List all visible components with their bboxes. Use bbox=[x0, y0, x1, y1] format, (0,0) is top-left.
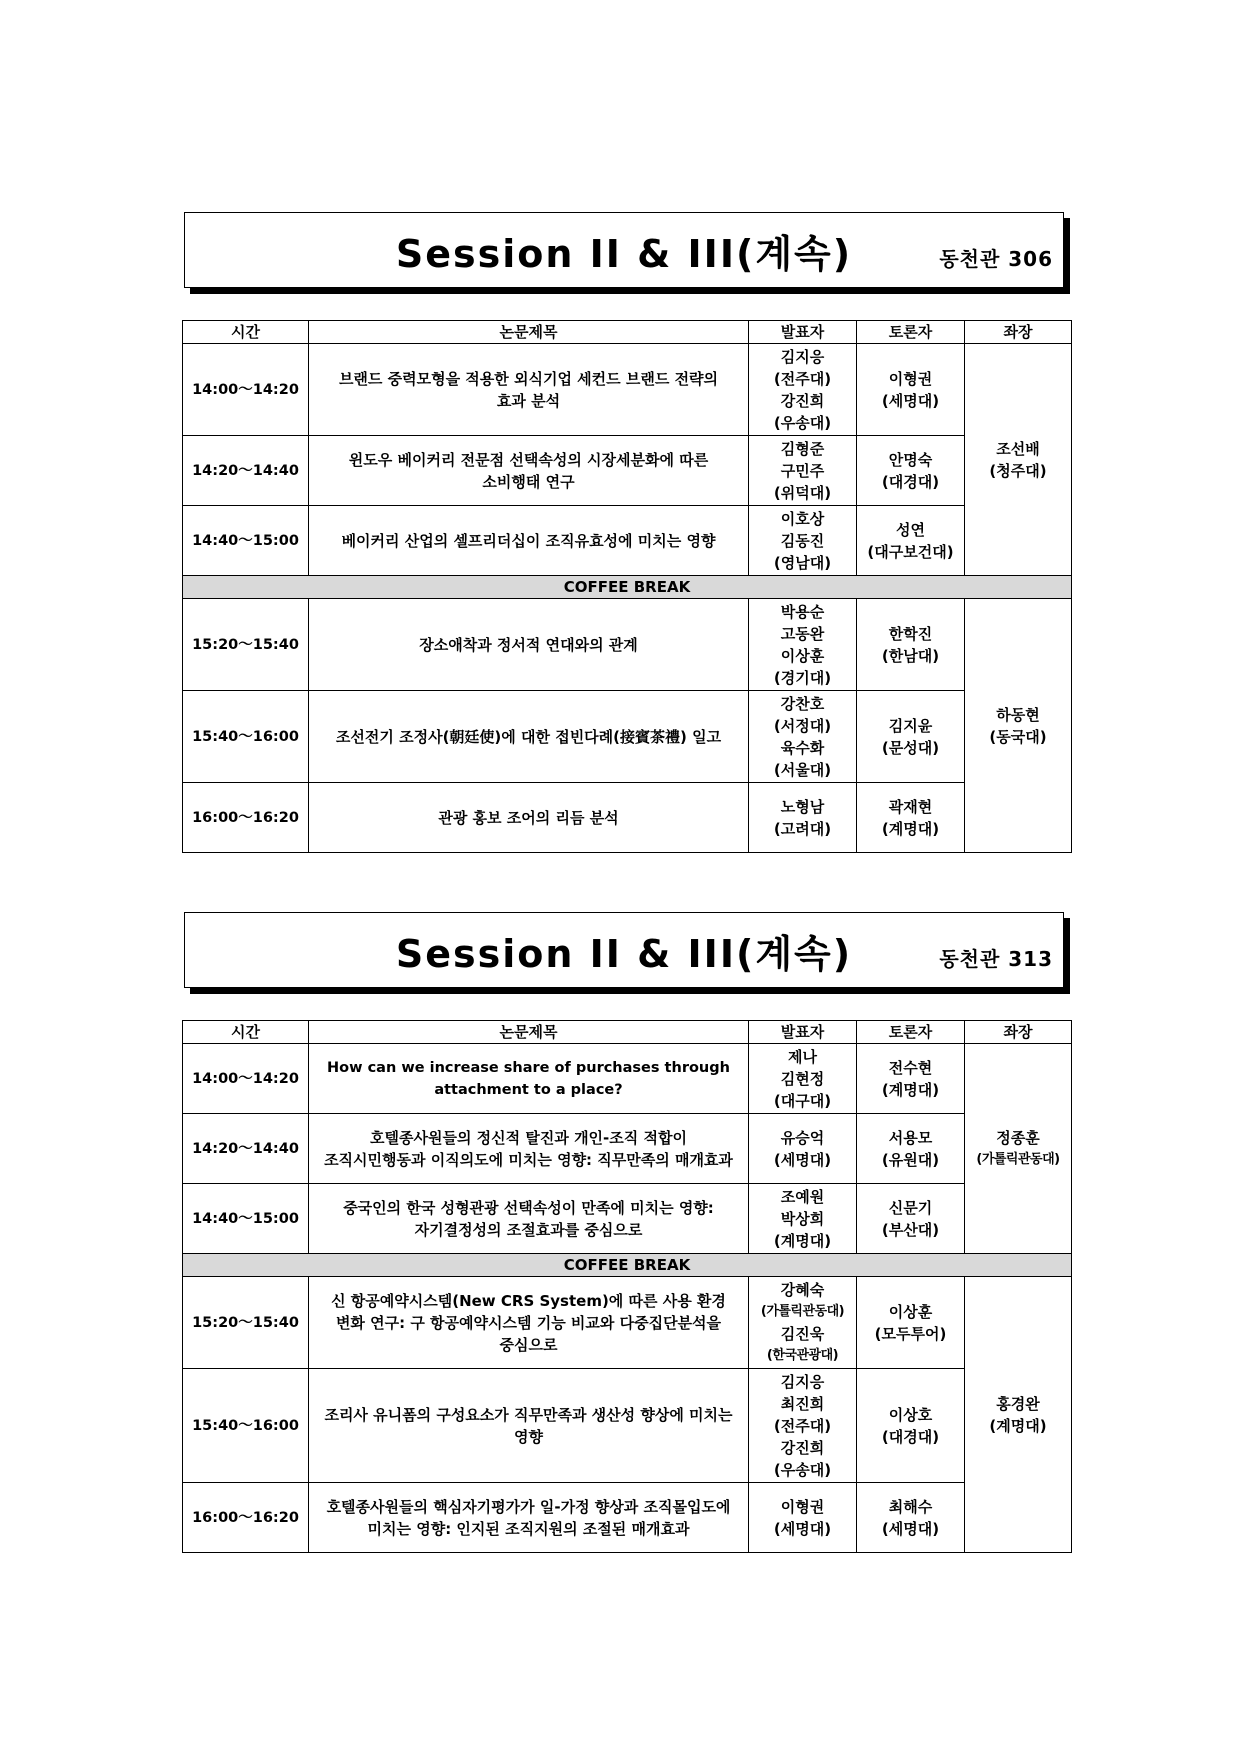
discussant-affiliation: (대경대) bbox=[881, 1427, 940, 1446]
column-header: 좌장 bbox=[965, 321, 1072, 344]
chair-affiliation: (가톨릭관동대) bbox=[976, 1151, 1060, 1167]
presenter-name: 강혜숙 bbox=[780, 1280, 825, 1299]
presenter-affiliation: (고려대) bbox=[773, 819, 832, 838]
time-cell: 15:20～15:40 bbox=[183, 1277, 309, 1369]
chair-cell bbox=[965, 599, 1072, 853]
presenter-affiliation: (가톨릭관동대) bbox=[760, 1303, 845, 1319]
table-row bbox=[183, 1184, 1072, 1254]
presenter-name: 김진욱 bbox=[780, 1324, 825, 1343]
presenter-name: 김지응 bbox=[780, 347, 825, 366]
presenter-cell bbox=[749, 1277, 857, 1369]
discussant-cell bbox=[857, 783, 965, 853]
column-header: 발표자 bbox=[749, 321, 857, 344]
presenter-name: 강진희 bbox=[780, 1438, 825, 1457]
presenter-cell bbox=[749, 506, 857, 576]
discussant-cell bbox=[857, 1114, 965, 1184]
presenter-affiliation: (영남대) bbox=[773, 553, 832, 572]
coffee-break-label: COFFEE BREAK bbox=[183, 1254, 1072, 1277]
time-cell: 15:20～15:40 bbox=[183, 599, 309, 691]
paper-title: 호텔종사원들의 핵심자기평가가 일-가정 향상과 조직몰입도에 미치는 영향: 인지된 조직지원의 조절된 매개효과 bbox=[309, 1483, 749, 1553]
discussant-name: 곽재현 bbox=[888, 797, 933, 816]
discussant-cell bbox=[857, 506, 965, 576]
presenter-name: 육수화 bbox=[780, 738, 825, 757]
discussant-cell bbox=[857, 1277, 965, 1369]
discussant-affiliation: (세명대) bbox=[881, 391, 940, 410]
discussant-cell bbox=[857, 1044, 965, 1114]
presenter-name: 구민주 bbox=[780, 461, 825, 480]
discussant-affiliation: (계명대) bbox=[881, 1080, 940, 1099]
discussant-name: 이형권 bbox=[888, 369, 933, 388]
discussant-name: 서용모 bbox=[888, 1128, 933, 1147]
column-header: 시간 bbox=[183, 321, 309, 344]
presenter-affiliation: (위덕대) bbox=[773, 483, 832, 502]
chair-name: 정종훈 bbox=[996, 1128, 1040, 1147]
paper-title: 호텔종사원들의 정신적 탈진과 개인-조직 적합이 조직시민행동과 이직의도에 미치는 영향: 직무만족의 매개효과 bbox=[309, 1114, 749, 1184]
paper-title: 조리사 유니폼의 구성요소가 직무만족과 생산성 향상에 미치는 영향 bbox=[309, 1369, 749, 1483]
presenter-cell bbox=[749, 691, 857, 783]
presenter-cell bbox=[749, 344, 857, 436]
paper-title: 윈도우 베이커리 전문점 선택속성의 시장세분화에 따른 소비행태 연구 bbox=[309, 436, 749, 506]
paper-title: 중국인의 한국 성형관광 선택속성이 만족에 미치는 영향: 자기결정성의 조절효과를 중심으로 bbox=[309, 1184, 749, 1254]
presenter-name: 강찬호 bbox=[780, 694, 825, 713]
presenter-affiliation: (대구대) bbox=[773, 1091, 832, 1110]
presenter-affiliation: (서울대) bbox=[773, 760, 832, 779]
presenter-name: 이형권 bbox=[780, 1497, 825, 1516]
paper-title: 신 항공예약시스템(New CRS System)에 따른 사용 환경 변화 연구: 구 항공예약시스템 기능 비교와 다중집단분석을 중심으로 bbox=[309, 1277, 749, 1369]
table-row bbox=[183, 1044, 1072, 1114]
presenter-name: 최진희 bbox=[780, 1394, 825, 1413]
chair-name: 하동현 bbox=[996, 705, 1040, 724]
presenter-cell bbox=[749, 1369, 857, 1483]
schedule-table bbox=[182, 320, 1072, 853]
presenter-cell bbox=[749, 1114, 857, 1184]
time-cell: 14:00～14:20 bbox=[183, 1044, 309, 1114]
presenter-affiliation: (계명대) bbox=[773, 1231, 832, 1250]
column-header: 시간 bbox=[183, 1021, 309, 1044]
table-row bbox=[183, 1277, 1072, 1369]
discussant-affiliation: (세명대) bbox=[881, 1519, 940, 1538]
discussant-name: 신문기 bbox=[888, 1198, 933, 1217]
column-header: 토론자 bbox=[857, 1021, 965, 1044]
presenter-affiliation: (전주대) bbox=[773, 369, 832, 388]
paper-title: 브랜드 중력모형을 적용한 외식기업 세컨드 브랜드 전략의 효과 분석 bbox=[309, 344, 749, 436]
presenter-affiliation: (세명대) bbox=[773, 1519, 832, 1538]
presenter-cell bbox=[749, 1483, 857, 1553]
table-row bbox=[183, 1114, 1072, 1184]
chair-cell bbox=[965, 1277, 1072, 1553]
presenter-affiliation: (경기대) bbox=[773, 668, 832, 687]
time-cell: 15:40～16:00 bbox=[183, 691, 309, 783]
discussant-affiliation: (계명대) bbox=[881, 819, 940, 838]
discussant-cell bbox=[857, 1483, 965, 1553]
presenter-cell bbox=[749, 783, 857, 853]
table-header-row bbox=[183, 321, 1072, 344]
discussant-affiliation: (부산대) bbox=[881, 1220, 940, 1239]
presenter-name: 이호상 bbox=[780, 509, 825, 528]
discussant-affiliation: (모두투어) bbox=[874, 1324, 947, 1343]
column-header: 토론자 bbox=[857, 321, 965, 344]
discussant-affiliation: (한남대) bbox=[881, 646, 940, 665]
presenter-affiliation: (우송대) bbox=[773, 413, 832, 432]
paper-title: 베이커리 산업의 셀프리더십이 조직유효성에 미치는 영향 bbox=[309, 506, 749, 576]
presenter-name: 김동진 bbox=[780, 531, 825, 550]
discussant-cell bbox=[857, 436, 965, 506]
table-row bbox=[183, 506, 1072, 576]
discussant-cell bbox=[857, 344, 965, 436]
discussant-name: 이상호 bbox=[888, 1405, 933, 1424]
discussant-affiliation: (대경대) bbox=[881, 472, 940, 491]
column-header: 발표자 bbox=[749, 1021, 857, 1044]
discussant-affiliation: (유원대) bbox=[881, 1150, 940, 1169]
coffee-break-row bbox=[183, 1254, 1072, 1277]
chair-affiliation: (동국대) bbox=[989, 727, 1047, 746]
table-row bbox=[183, 783, 1072, 853]
presenter-name: 제나 bbox=[788, 1047, 817, 1066]
coffee-break-label: COFFEE BREAK bbox=[183, 576, 1072, 599]
coffee-break-row bbox=[183, 576, 1072, 599]
chair-cell bbox=[965, 344, 1072, 576]
discussant-affiliation: (문성대) bbox=[881, 738, 940, 757]
table-header-row bbox=[183, 1021, 1072, 1044]
paper-title: 조선전기 조정사(朝廷使)에 대한 접빈다례(接賓茶禮) 일고 bbox=[309, 691, 749, 783]
table-row bbox=[183, 1369, 1072, 1483]
column-header: 논문제목 bbox=[309, 321, 749, 344]
discussant-cell bbox=[857, 1369, 965, 1483]
time-cell: 16:00～16:20 bbox=[183, 1483, 309, 1553]
chair-name: 조선배 bbox=[996, 439, 1040, 458]
presenter-name: 강진희 bbox=[780, 391, 825, 410]
session-306 bbox=[182, 212, 1071, 838]
column-header: 좌장 bbox=[965, 1021, 1072, 1044]
discussant-name: 성연 bbox=[896, 520, 925, 539]
session-header bbox=[184, 212, 1064, 288]
table-row bbox=[183, 436, 1072, 506]
presenter-name: 김지응 bbox=[780, 1372, 825, 1391]
presenter-cell bbox=[749, 436, 857, 506]
session-room: 동천관 313 bbox=[939, 947, 1053, 971]
discussant-affiliation: (대구보건대) bbox=[867, 542, 954, 561]
paper-title: 장소애착과 정서적 연대와의 관계 bbox=[309, 599, 749, 691]
table-row bbox=[183, 1483, 1072, 1553]
presenter-affiliation: (전주대) bbox=[773, 1416, 832, 1435]
session-header bbox=[184, 912, 1064, 988]
discussant-name: 김지윤 bbox=[888, 716, 933, 735]
table-row bbox=[183, 344, 1072, 436]
session-313 bbox=[182, 912, 1071, 1538]
chair-name: 홍경완 bbox=[996, 1394, 1040, 1413]
time-cell: 16:00～16:20 bbox=[183, 783, 309, 853]
presenter-name: 김현정 bbox=[780, 1069, 825, 1088]
presenter-cell bbox=[749, 599, 857, 691]
presenter-affiliation: (세명대) bbox=[773, 1150, 832, 1169]
presenter-name: 박용순 bbox=[780, 602, 825, 621]
session-room: 동천관 306 bbox=[939, 247, 1053, 271]
discussant-cell bbox=[857, 691, 965, 783]
paper-title: 관광 홍보 조어의 리듬 분석 bbox=[309, 783, 749, 853]
time-cell: 14:20～14:40 bbox=[183, 436, 309, 506]
presenter-name: 고동완 bbox=[780, 624, 825, 643]
time-cell: 14:20～14:40 bbox=[183, 1114, 309, 1184]
chair-affiliation: (계명대) bbox=[989, 1416, 1047, 1435]
discussant-name: 한학진 bbox=[888, 624, 933, 643]
time-cell: 14:40～15:00 bbox=[183, 506, 309, 576]
discussant-cell bbox=[857, 1184, 965, 1254]
table-row bbox=[183, 599, 1072, 691]
table-row bbox=[183, 691, 1072, 783]
paper-title: How can we increase share of purchases through attachment to a place? bbox=[309, 1044, 749, 1114]
discussant-name: 최해수 bbox=[888, 1497, 933, 1516]
presenter-affiliation: (우송대) bbox=[773, 1460, 832, 1479]
discussant-name: 전수현 bbox=[888, 1058, 933, 1077]
discussant-name: 이상훈 bbox=[888, 1302, 933, 1321]
discussant-name: 안명숙 bbox=[888, 450, 933, 469]
chair-cell bbox=[965, 1044, 1072, 1254]
presenter-affiliation: (한국관광대) bbox=[766, 1347, 839, 1363]
column-header: 논문제목 bbox=[309, 1021, 749, 1044]
presenter-name: 유승억 bbox=[780, 1128, 825, 1147]
presenter-name: 김형준 bbox=[780, 439, 825, 458]
presenter-name: 박상희 bbox=[780, 1209, 825, 1228]
presenter-affiliation: (서정대) bbox=[773, 716, 832, 735]
presenter-cell bbox=[749, 1184, 857, 1254]
presenter-cell bbox=[749, 1044, 857, 1114]
presenter-name: 노형남 bbox=[780, 797, 825, 816]
time-cell: 14:40～15:00 bbox=[183, 1184, 309, 1254]
presenter-name: 조예원 bbox=[780, 1187, 825, 1206]
session-title: Session II & III(계속) bbox=[395, 932, 853, 976]
time-cell: 14:00～14:20 bbox=[183, 344, 309, 436]
schedule-table bbox=[182, 1020, 1072, 1553]
presenter-name: 이상훈 bbox=[780, 646, 825, 665]
chair-affiliation: (청주대) bbox=[989, 461, 1047, 480]
discussant-cell bbox=[857, 599, 965, 691]
session-title: Session II & III(계속) bbox=[395, 232, 853, 276]
time-cell: 15:40～16:00 bbox=[183, 1369, 309, 1483]
